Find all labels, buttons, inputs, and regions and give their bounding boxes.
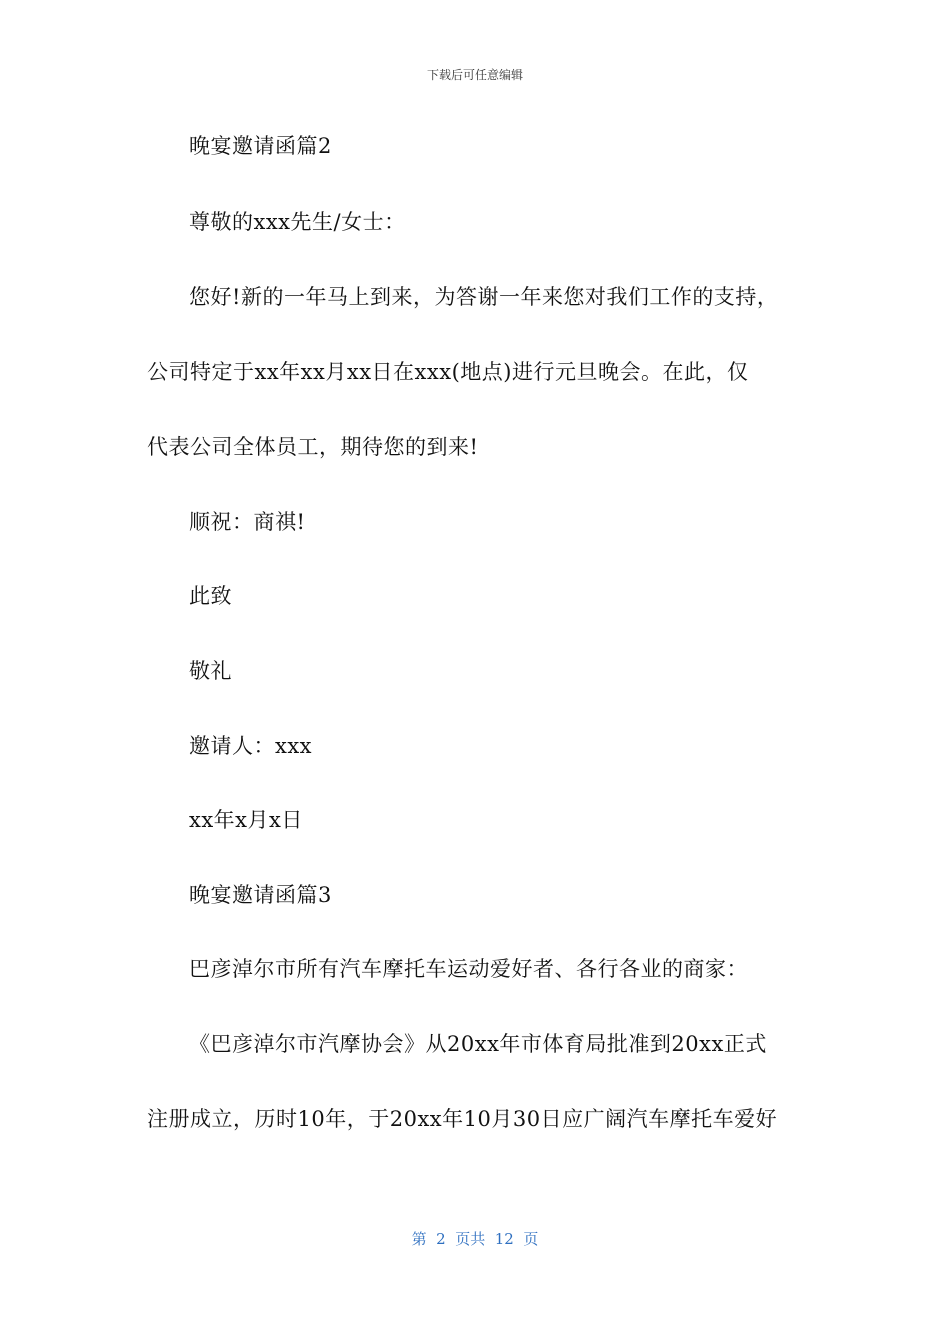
- closing-cizhi: 此致: [189, 584, 232, 608]
- body3-line-2: 注册成立，历时10年，于20xx年10月30日应广阔汽车摩托车爱好: [147, 1107, 778, 1131]
- body3-line-1: 《巴彦淖尔市汽摩协会》从20xx年市体育局批准到20xx正式: [189, 1032, 767, 1056]
- section-title-2: 晚宴邀请函篇2: [189, 134, 332, 158]
- addressee-3: 巴彦淖尔市所有汽车摩托车运动爱好者、各行各业的商家：: [189, 957, 748, 981]
- date-line: xx年x月x日: [189, 808, 303, 832]
- salutation: 尊敬的xxx先生/女士：: [189, 210, 406, 234]
- inviter: 邀请人：xxx: [189, 734, 313, 758]
- body-paragraph-line-3: 代表公司全体员工，期待您的到来!: [147, 435, 479, 459]
- closing-wish: 顺祝：商祺!: [189, 510, 306, 534]
- page-footer: 第 2 页共 12 页: [411, 1230, 539, 1248]
- body-paragraph-line-2: 公司特定于xx年xx月xx日在xxx(地点)进行元旦晚会。在此，仅: [147, 360, 749, 384]
- section-title-3: 晚宴邀请函篇3: [189, 883, 332, 907]
- closing-jingli: 敬礼: [189, 659, 232, 683]
- page-header: 下载后可任意编辑: [426, 68, 523, 82]
- body-paragraph-line-1: 您好!新的一年马上到来，为答谢一年来您对我们工作的支持，: [189, 285, 779, 309]
